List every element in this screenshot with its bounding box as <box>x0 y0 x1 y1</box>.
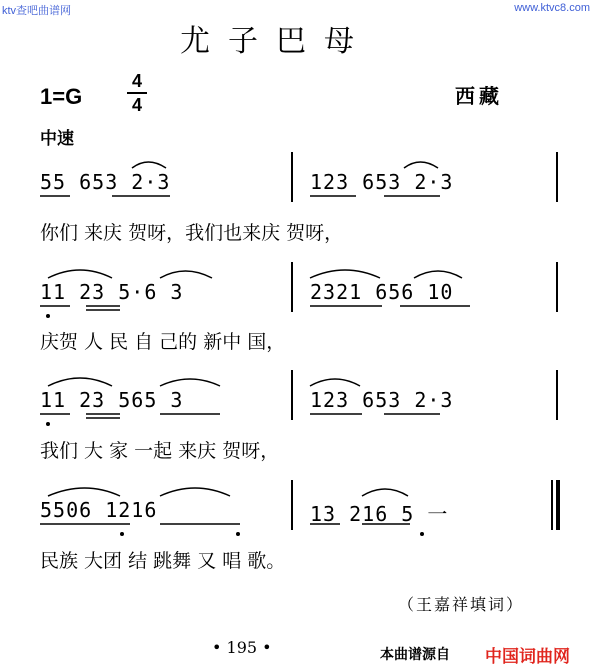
notes-measure-3b: 123 653 2·3 <box>310 388 454 412</box>
watermark-left: ktv查吧曲谱网 <box>2 5 72 17</box>
lyrics-line-3: 我们 大 家 一起 来庆 贺呀， <box>40 440 280 462</box>
slur <box>48 488 120 496</box>
notes-measure-2b: 2321 656 10 <box>310 280 454 304</box>
watermark-right: www.ktvc8.com <box>514 2 590 14</box>
slur <box>48 378 112 386</box>
octave-dot <box>236 532 240 536</box>
song-title: 尤子巴母 <box>180 24 372 59</box>
lyricist-credit: （王嘉祥填词） <box>398 595 525 614</box>
slur <box>404 162 438 168</box>
octave-dot <box>420 532 424 536</box>
time-signature-bottom: 4 <box>131 95 142 115</box>
tempo-marking: 中速 <box>40 129 74 149</box>
source-label: 本曲谱源自 <box>380 646 450 662</box>
lyrics-line-1: 你们 来庆 贺呀，我们也来庆 贺呀， <box>40 222 344 244</box>
notes-measure-4a: 5506 1216 <box>40 498 158 522</box>
octave-dot <box>46 314 50 318</box>
octave-dot <box>120 532 124 536</box>
lyrics-line-2: 庆贺 人 民 自 己的 新中 国， <box>40 331 286 353</box>
notes-measure-4b: 13 216 5 一 <box>310 502 449 526</box>
notes-measure-1b: 123 653 2·3 <box>310 170 454 194</box>
slur <box>310 270 380 278</box>
time-signature-top: 4 <box>131 71 142 91</box>
slur <box>160 271 212 278</box>
octave-dot <box>46 422 50 426</box>
slur <box>160 379 220 386</box>
lyrics-line-4: 民族 大团 结 跳舞 又 唱 歌。 <box>40 550 286 572</box>
notes-measure-3a: 11 23 565 3 <box>40 388 184 412</box>
slur <box>362 489 408 496</box>
region-label: 西藏 <box>455 84 503 108</box>
notes-measure-2a: 11 23 5·6 3 <box>40 280 184 304</box>
slur <box>310 379 360 386</box>
slur <box>160 488 230 496</box>
slur <box>414 271 462 278</box>
source-site-link[interactable]: 中国词曲网 <box>485 647 570 666</box>
key-signature: 1=G <box>40 84 83 109</box>
page-number: • 195 • <box>212 638 272 657</box>
notes-measure-1a: 55 653 2·3 <box>40 170 171 194</box>
slur <box>48 270 112 278</box>
slur <box>132 162 166 168</box>
